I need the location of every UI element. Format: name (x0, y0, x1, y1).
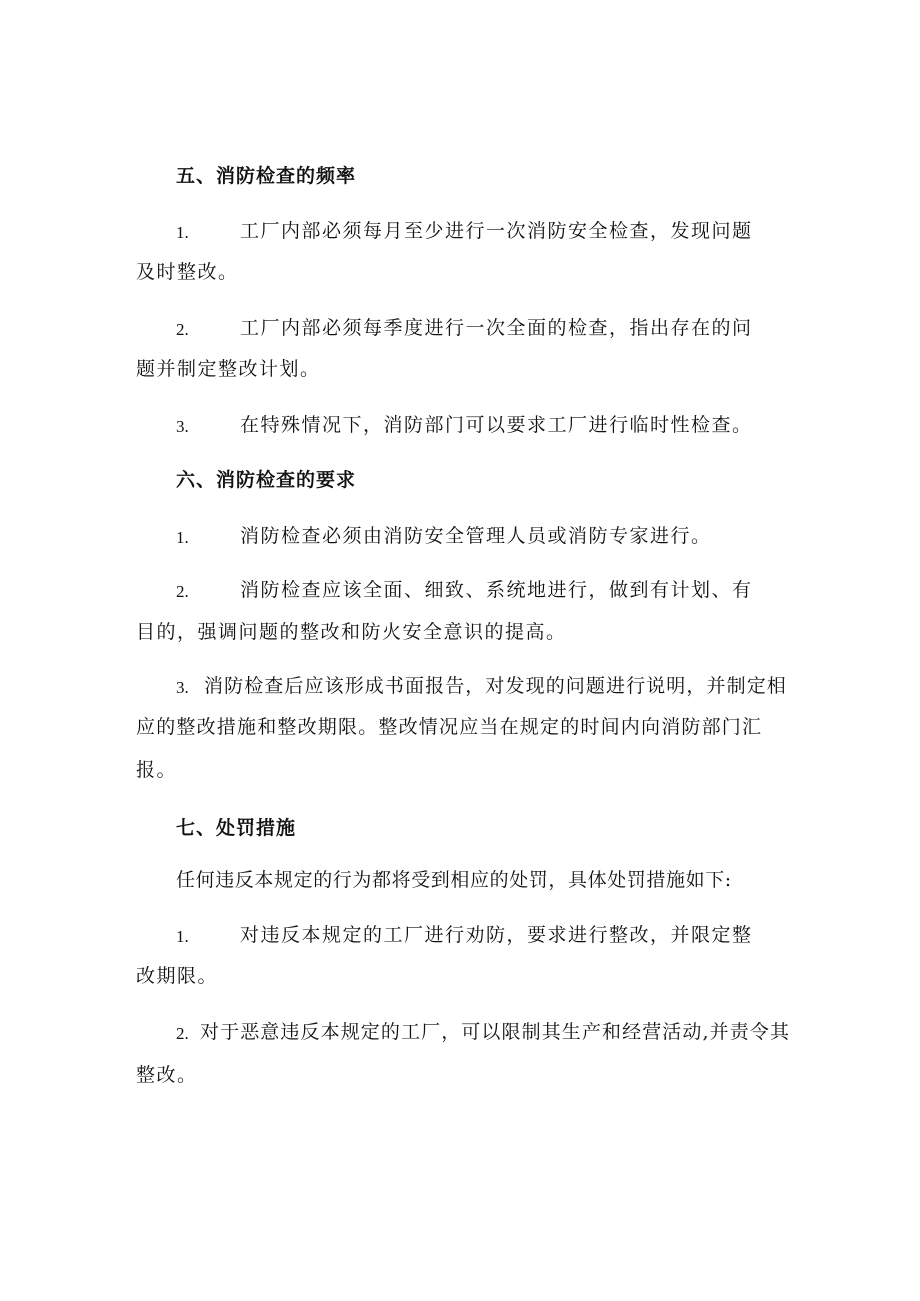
section-5-item-2-line-1: 工厂内部必须每季度进行一次全面的检查，指出存在的问 (240, 317, 753, 339)
section-5-item-2-number: 2. (176, 320, 189, 339)
section-7-intro: 任何违反本规定的行为都将受到相应的处罚，具体处罚措施如下: (176, 869, 732, 891)
section-5-item-3-line-1: 在特殊情况下，消防部门可以要求工厂进行临时性检查。 (240, 414, 753, 436)
section-7-item-1-line-1: 对违反本规定的工厂进行劝防，要求进行整改，并限定整 (240, 924, 753, 946)
section-6-item-2-number: 2. (176, 582, 189, 601)
section-6-item-3-number: 3. (176, 678, 189, 697)
section-7-item-1-line-2: 改期限。 (136, 965, 219, 987)
section-5-item-1-line-1: 工厂内部必须每月至少进行一次消防安全检查，发现问题 (240, 220, 753, 242)
section-6-item-2-line-1: 消防检查应该全面、细致、系统地进行，做到有计划、有 (240, 579, 753, 601)
section-6-item-1-line-1: 消防检查必须由消防安全管理人员或消防专家进行。 (240, 525, 712, 547)
section-5-item-1-line-2: 及时整改。 (136, 261, 239, 283)
section-5-item-1-number: 1. (176, 223, 189, 242)
section-6-item-1-number: 1. (176, 528, 189, 547)
section-5-heading: 五、消防检查的频率 (176, 165, 357, 187)
section-7-item-1-number: 1. (176, 927, 189, 946)
section-5-item-3-number: 3. (176, 417, 189, 436)
section-7-item-2-number: 2. (176, 1024, 189, 1043)
section-5-item-2-line-2: 题并制定整改计划。 (136, 358, 321, 380)
section-6-heading: 六、消防检查的要求 (176, 469, 357, 491)
section-7-item-2-line-1: 对于恶意违反本规定的工厂，可以限制其生产和经营活动,并责令其 (200, 1021, 791, 1043)
section-6-item-2-line-2: 目的，强调问题的整改和防火安全意识的提高。 (136, 621, 567, 643)
section-6-item-3-line-2: 应的整改措施和整改期限。整改情况应当在规定的时间内向消防部门汇 (136, 716, 763, 738)
section-6-item-3-line-1: 消防检查后应该形成书面报告，对发现的问题进行说明，并制定相 (204, 675, 787, 697)
section-7-heading: 七、处罚措施 (176, 817, 297, 839)
section-6-item-3-line-3: 报。 (136, 759, 178, 781)
section-7-item-2-line-2: 整改。 (136, 1064, 198, 1086)
